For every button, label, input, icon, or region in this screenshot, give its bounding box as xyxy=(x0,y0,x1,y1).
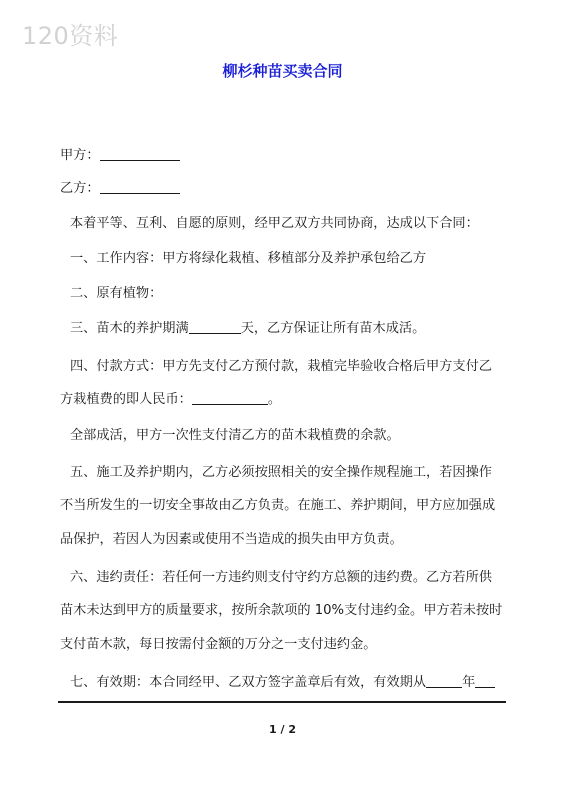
clause-4-blank xyxy=(192,388,268,405)
clause-7-text-a: 七、有效期：本合同经甲、乙双方签字盖章后有效，有效期从 xyxy=(70,675,427,690)
clause-3-text-b: 天，乙方保证让所有苗木成活。 xyxy=(240,321,426,336)
party-a-blank xyxy=(100,144,180,161)
clause-4-line-2 xyxy=(60,383,508,416)
page-number: 1 / 2 xyxy=(269,723,296,736)
clause-7 xyxy=(60,666,518,699)
clause-7-month-blank xyxy=(475,671,495,688)
clause-7-text-b: 年 xyxy=(462,675,476,690)
document-title: 柳杉种苗买卖合同 xyxy=(222,62,343,80)
clause-4-text-b: 。 xyxy=(267,392,282,407)
clause-6-line-2: 苗木未达到甲方的质量要求，按所余款项的 10%支付违约金。甲方若未按时 xyxy=(60,603,503,618)
watermark: 120资料 xyxy=(22,22,119,50)
clause-3 xyxy=(60,312,518,345)
clause-2: 二、原有植物： xyxy=(70,286,163,301)
footer-rule xyxy=(58,701,506,703)
party-b-line xyxy=(60,172,508,205)
clause-1: 一、工作内容：甲方将绿化栽植、移植部分及养护承包给乙方 xyxy=(70,251,427,266)
clause-5-line-1: 五、施工及养护期内，乙方必须按照相关的安全操作规程施工，若因操作 xyxy=(70,465,492,480)
party-b-label: 乙方： xyxy=(60,181,100,196)
clause-5-line-3: 品保护，若因人为因素或使用不当造成的损失由甲方负责。 xyxy=(60,532,403,547)
clause-4-line-1: 四、付款方式：甲方先支付乙方预付款，栽植完毕验收合格后甲方支付乙 xyxy=(70,359,492,374)
clause-3-text-a: 三、苗木的养护期满 xyxy=(70,321,189,336)
clause-3-blank xyxy=(189,317,241,334)
clause-7-year-blank xyxy=(426,671,462,688)
clause-6-line-3: 支付苗木款，每日按需付金额的万分之一支付违约金。 xyxy=(60,637,377,652)
clause-5-line-2: 不当所发生的一切安全事故由乙方负责。在施工、养护期间，甲方应加强成 xyxy=(60,498,496,513)
clause-4-line-3: 全部成活，甲方一次性支付清乙方的苗木栽植费的余款。 xyxy=(70,428,400,443)
clause-6-line-1: 六、违约责任：若任何一方违约则支付守约方总额的违约费。乙方若所供 xyxy=(70,570,492,585)
party-a-label: 甲方： xyxy=(60,148,100,163)
party-a-line xyxy=(60,139,508,172)
party-b-blank xyxy=(100,177,180,194)
clause-4-text-a: 方栽植费的即人民币： xyxy=(60,392,192,407)
intro-paragraph: 本着平等、互利、自愿的原则，经甲乙双方共同协商，达成以下合同： xyxy=(70,216,479,231)
